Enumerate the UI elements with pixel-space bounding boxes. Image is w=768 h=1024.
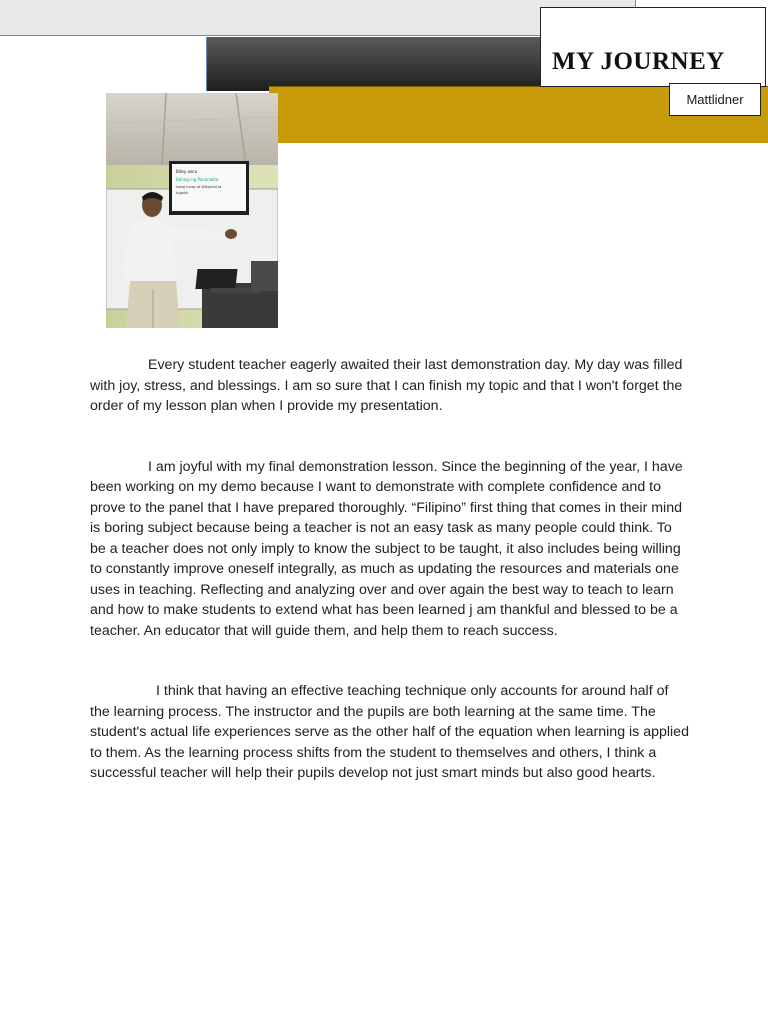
classroom-photo bbox=[106, 93, 278, 328]
paragraph-2 bbox=[90, 457, 690, 642]
screen-text-4: tugalid bbox=[176, 191, 188, 195]
paragraph-1-text: Every student teacher eagerly awaited their last demonstration day. My day was filled with joy, stress, and blessings. I am so sure that I can finish my topic and that I won't forget the order of my lesson plan when I provide my presentation. bbox=[90, 357, 683, 414]
paragraph-3-text: I think that having an effective teaching technique only accounts for around half of the learning process. The instructor and the pupils are both learning at the same time. The student's actual life experiences serve as the other half of the equation when learning is applied to them. As the learning process shifts from the student to themselves and others, I think a successful teacher will help their pupils develop not just smart minds but also good hearts. bbox=[90, 683, 689, 781]
author-box bbox=[669, 83, 761, 116]
author-name: Mattlidner bbox=[686, 92, 744, 107]
title-box bbox=[540, 7, 766, 87]
paragraph-2-text: I am joyful with my final demonstration lesson. Since the beginning of the year, I have been working on my demo because I want to demonstrate with complete confidence and to prove to the panel that I have prepared thoroughly. “Filipino” first thing that comes in their mind is boring subject because being a teacher is not an easy task as many people could think. To be a teacher does not only imply to know the subject to be taught, it also includes being willing to constantly improve oneself integrally, as much as updating the resources and materials one uses in teaching. Reflecting and analyzing over and over again the best way to teach to learn and how to make students to extend what has been learned j am thankful and blessed to be a teacher. An educator that will guide them, and help them to reach success. bbox=[90, 458, 683, 639]
article-body bbox=[90, 355, 690, 824]
page-title: MY JOURNEY bbox=[552, 48, 725, 75]
header-dark-band bbox=[206, 37, 547, 91]
screen-text-1: Bitey aeca bbox=[176, 169, 198, 174]
paragraph-3 bbox=[90, 681, 690, 784]
screen-text-3: isang tunay at Wikipinid ta bbox=[176, 185, 222, 189]
paragraph-1 bbox=[90, 355, 690, 417]
screen-text-2: Bahagi ng Pananalita bbox=[176, 177, 219, 182]
classroom-photo-illustration bbox=[106, 93, 278, 328]
